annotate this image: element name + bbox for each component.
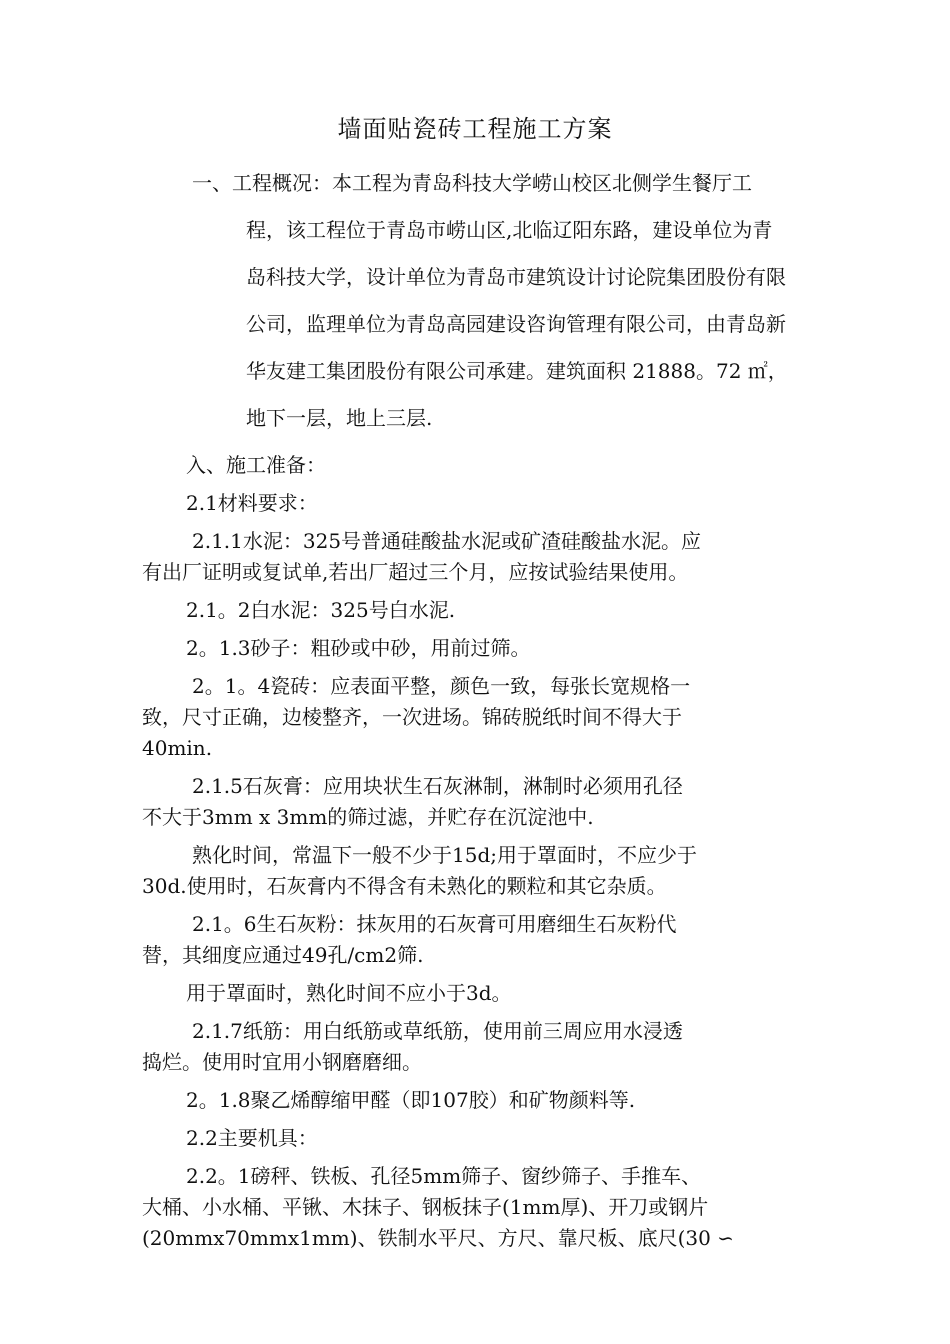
- paragraph-line: 2.1.7纸筋：用白纸筋或草纸筋，使用前三周应用水浸透: [192, 1019, 683, 1043]
- subsection-heading: 2.1材料要求：: [186, 491, 318, 515]
- paragraph-line: 30d.使用时，石灰膏内不得含有未熟化的颗粒和其它杂质。: [142, 874, 667, 898]
- paragraph-line: 华友建工集团股份有限公司承建。建筑面积 21888。72 ㎡，: [246, 359, 788, 383]
- paragraph-line: 替，其细度应通过49孔/cm2筛.: [142, 943, 424, 967]
- paragraph-line: 致，尺寸正确，边棱整齐，一次进场。锦砖脱纸时间不得大于: [142, 705, 682, 729]
- paragraph-line: 2.1.1水泥：325号普通硅酸盐水泥或矿渣硅酸盐水泥。应: [192, 529, 702, 553]
- section-heading: 入、施工准备：: [186, 453, 326, 477]
- paragraph-line: 用于罩面时，熟化时间不应小于3d。: [186, 981, 512, 1005]
- paragraph-line: 2。1。4瓷砖：应表面平整，颜色一致，每张长宽规格一: [192, 674, 691, 698]
- section-project-overview: [192, 166, 832, 448]
- paragraph-line: 公司，监理单位为青岛高园建设咨询管理有限公司，由青岛新: [246, 312, 786, 336]
- paragraph-line: 程，该工程位于青岛市崂山区,北临辽阳东路，建设单位为青: [246, 218, 773, 242]
- paragraph-line: 有出厂证明或复试单,若出厂超过三个月，应按试验结果使用。: [142, 560, 689, 584]
- paragraph-line: 不大于3mm x 3mm的筛过滤，并贮存在沉淀池中.: [142, 805, 594, 829]
- document-title: 墙面贴瓷砖工程施工方案: [337, 115, 613, 143]
- paragraph-line: 大桶、小水桶、平锹、木抹子、钢板抹子(1mm厚)、开刀或钢片: [142, 1195, 709, 1219]
- paragraph-line: 2。1.3砂子：粗砂或中砂，用前过筛。: [186, 636, 531, 660]
- paragraph-line: 一、工程概况：本工程为青岛科技大学崂山校区北侧学生餐厅工: [192, 171, 752, 195]
- paragraph-line: (20mmx70mmx1mm)、铁制水平尺、方尺、靠尺板、底尺(30 ∽: [142, 1226, 734, 1250]
- paragraph-line: 2.2。1磅秤、铁板、孔径5mm筛子、窗纱筛子、手推车、: [186, 1164, 702, 1188]
- subsection-heading: 2.2主要机具：: [186, 1126, 318, 1150]
- paragraph-line: 岛科技大学，设计单位为青岛市建筑设计讨论院集团股份有限: [246, 265, 786, 289]
- paragraph-line: 40min.: [142, 736, 213, 760]
- paragraph-line: 2。1.8聚乙烯醇缩甲醛（即107胶）和矿物颜料等.: [186, 1088, 636, 1112]
- paragraph-line: 捣烂。使用时宜用小钢磨磨细。: [142, 1050, 422, 1074]
- paragraph-line: 2.1。6生石灰粉：抹灰用的石灰膏可用磨细生石灰粉代: [192, 912, 677, 936]
- paragraph-line: 地下一层，地上三层.: [246, 406, 433, 430]
- section-construction-preparation: [142, 450, 828, 1254]
- paragraph-line: 2.1。2白水泥：325号白水泥.: [186, 598, 456, 622]
- paragraph-line: 2.1.5石灰膏：应用块状生石灰淋制，淋制时必须用孔径: [192, 774, 683, 798]
- paragraph-line: 熟化时间，常温下一般不少于15d;用于罩面时，不应少于: [192, 843, 697, 867]
